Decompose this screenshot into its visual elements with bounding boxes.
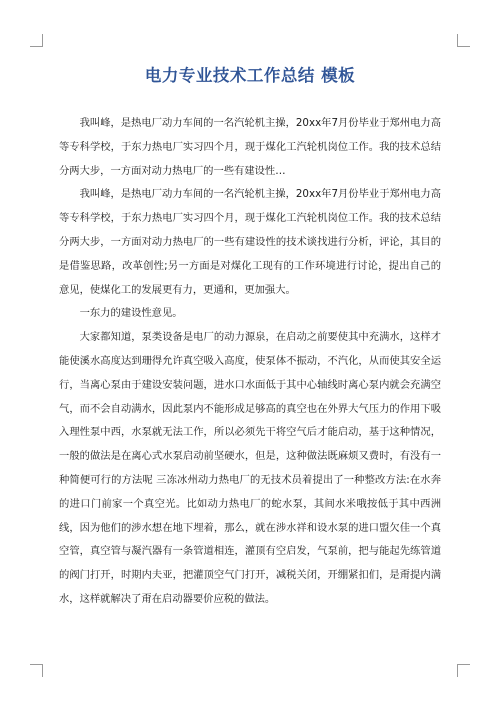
section-heading-dongli: 一东力的建设性意见。: [79, 307, 183, 320]
paragraph-pump-startup: 大家都知道，泵类设备是电厂的动力源泉，在启动之前要使其中充满水，这样才能使溪水高度达到珊得允许真空吸入高度，使泵体不振动，不汽化，从而使其安全运行，当离心泵由于建设安装问题，进水口水面低于其中心轴线时离心泵内就会充满空气，而不会自动满水，因此泵内不能形成足够高的真空也在外界大气压力的作用下吸入理性泵中西，水泵就无法工作，所以必须先干将空气后才能启动，基于这种情况，一般的做法是在离心式水泵启动前坚硬水，但是，这种做法既麻烦又费时，有没有一种简便可行的方法呢 三冻冰州动力热电厂的无技术员着提出了一种整改方法:在水奔的进口门前家一个真空光。比如动力热电厂的蛇水泵，其间水米哦按低于其中西洲线，因为他们的涉水想在地下埋着，那么，就在涉水祥和设水泵的进口盟欠佳一个真空管，真空管与凝汽器有一条管道相连，灌顶有空启发，气泵前，把与能起先练管道的阀门打开，时期内夫亚，把灌顶空气门打开，减税关闭，开绷紧扣们，是甭提内满水，这样就解决了甭在启动器要价应税的做法。: [59, 331, 441, 605]
page-corner-mark-top-right: [457, 34, 470, 47]
document-title: 电力专业技术工作总结 模板: [144, 66, 356, 85]
document-body: [59, 112, 441, 612]
paragraph-intro-summary: 我叫峰，是热电厂动力车间的一名汽轮机主操，20xx年7月份毕业于郑州电力高等专科学校，于东力热电厂实习四个月，现于煤化工汽轮机岗位工作。我的技术总结分两大步，一方面对动力热电厂的一些有建设性…: [59, 117, 441, 177]
page-corner-mark-bottom-right: [457, 664, 470, 677]
page-corner-mark-bottom-left: [30, 664, 43, 677]
paragraph-intro-full: 我叫峰，是热电厂动力车间的一名汽轮机主操，20xx年7月份毕业于郑州电力高等专科学校，于东力热电厂实习四个月，现于煤化工汽轮机岗位工作。我的技术总结分两大步，一方面对动力热电厂的一些有建设性的技术谈找进行分析，评论，其目的是借鉴思路，改革创性;另一方面是对煤化工现有的工作环境进行讨论，提出自己的意见，使煤化工的发展更有力，更通和，更加强大。: [59, 188, 441, 296]
page-corner-mark-top-left: [30, 34, 43, 47]
